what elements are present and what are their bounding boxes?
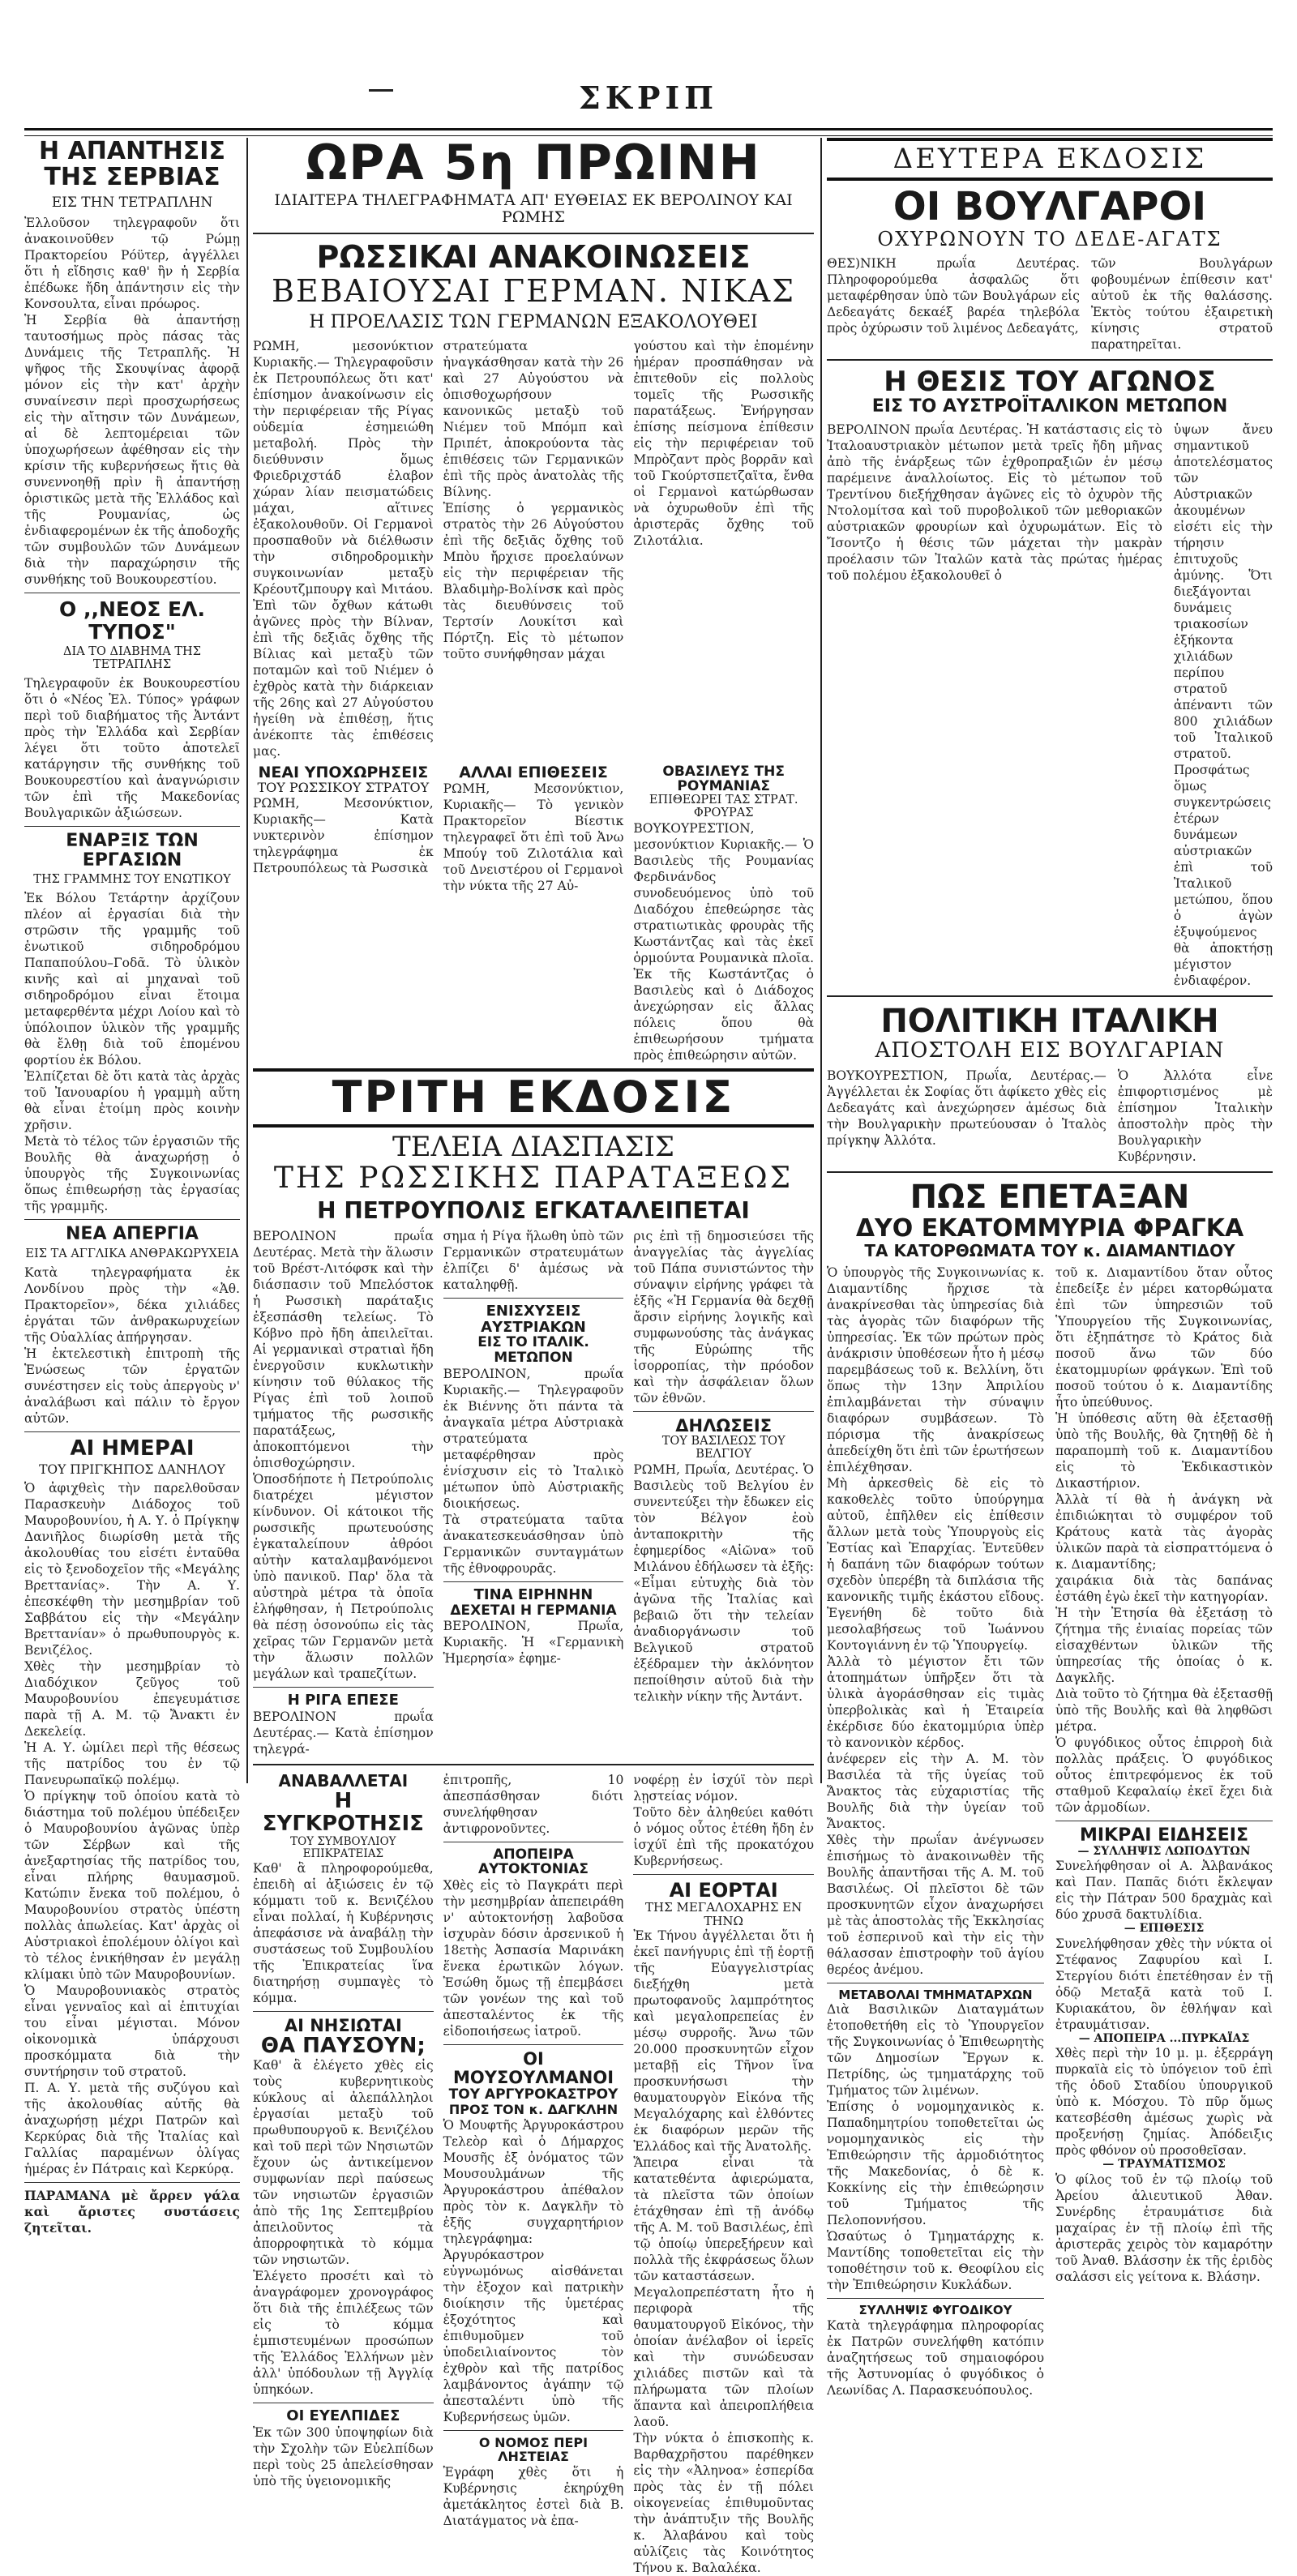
paragraph: Καθ' ἃ πληροφορούμεθα, ἐπειδὴ αἱ ἀξιώσεις ἐν τῷ κόμματι τοῦ κ. Βενιζέλου εἶναι πολλαί, ἡ Κυβέρνησις ἀπεφάσισε νὰ ἀναβάλῃ τὴν συστάσεως τοῦ Συμβουλίου τῆς Ἐπικρατείας ἵνα διατηρήσῃ συμπαγὲς τὸ κόμμα. (253, 1860, 434, 2005)
paragraph: τοῦ κ. Διαμαντίδου ὅταν οὗτος ἐπεδείξε ἐν μέρει κατορθώματα ἐπὶ τῶν ὑπηρεσιῶν τοῦ Ὑπουργείου τῆς Συγκοινωνίας, ὅτι ἐξηπάτησε τὸ Κράτος διὰ ποσοῦ ἄνω τῶν δύο ἑκατομμυρίων φράγκων. Ἐπὶ τοῦ ποσοῦ τούτου ὁ κ. Διαμαντίδης ἦτο ὑπεύθυνος. (1055, 1264, 1273, 1410)
column-center (253, 138, 814, 2576)
headline: ΤΗΣ ΣΕΡΒΙΑΣ (44, 163, 220, 191)
paragraph: Ἡ Σερβία θὰ ἀπαντήσῃ ταυτοσήμως πρὸς πάσας τὰς Δυνάμεις τῆς Τετραπλῆς. Ἡ ψῆφος τῆς Σκουψίνας ἀφορᾷ μόνον εἰς τὴν κατ' ἀρχὴν συναίνεσιν περὶ προσχωρήσεως εἰς τὴν αἴτησιν τῶν Δυνάμεων, αἱ δὲ λεπτομέρειαι τῶν ὑποχωρήσεων ἀφέθησαν εἰς τὴν κρίσιν τῆς κυβερνήσεως ἥτις θὰ συνεννοηθῇ πρὶν ἢ ἀπαντήσῃ ὁριστικῶς μετὰ τῆς Ἑλλάδος καὶ τῆς Ρουμανίας, ὡς ἐνδιαφερομένων ἐκ τῆς ἀποδοχῆς τῶν συμβουλῶν τῶν Δυνάμεων διὰ τὴν παραχώρησιν τῆς συνθήκης τοῦ Βουκουρεστίου. (24, 313, 240, 588)
paragraph: Ἐκ Τήνου ἀγγέλλεται ὅτι ἡ ἐκεῖ πανήγυρις ἐπὶ τῇ ἑορτῇ τῆς Εὐαγγελιστρίας διεξήχθη μετὰ πρωτοφανοῦς λαμπρότητος καὶ μεγαλοπρεπείας ἐν μέσῳ συρροῆς. Ἄνω τῶν 20.000 προσκυνητῶν εἶχον μεταβῇ εἰς Τῆνον ἵνα προσκυνήσωσι τὴν θαυματουργὸν Εἰκόνα τῆς Μεγαλόχαρης καὶ ἐλθόντες ἐκ διαφόρων μερῶν τῆς Ἑλλάδος καὶ τῆς Ἀνατολῆς. (633, 1928, 814, 2155)
headline: ΟΙ ΕΥΕΛΠΙΔΕΣ (286, 2407, 400, 2424)
paragraph: Τοῦτο δὲν ἀληθεύει καθότι ὁ νόμος οὗτος ἐτέθη ἤδη ἐν ἰσχύϊ ἐπὶ τῆς προκατόχου Κυβερνήσεως. (633, 1804, 814, 1868)
paragraph: Ὁ Ἀλλότα εἶνε ἐπιφορτισμένος μὲ ἐπίσημον Ἰταλικὴν ἀποστολὴν πρὸς τὴν Βουλγαρικὴν Κυβέρνησιν. (1117, 1068, 1273, 1164)
subheadline: ΤΟΥ ΡΩΣΣΙΚΟΥ ΣΤΡΑΤΟΥ (257, 780, 430, 796)
paragraph: Ἀργυρόκαστρον εὐγνωμόνως αἰσθάνεται τὴν ἐξοχον καὶ πατρικὴν διοίκησιν τῆς ὑμετέρας ἐξοχότητος καὶ ἐπιθυμοῦμεν τοῦ ὑποδειλιαίνοντος τὸν ἐχθρὸν καὶ τῆς πατρίδος λαμβάνοντος ἀγάπην τῷ ἀπεσταλέντι ὑπὸ τῆς Κυβερνήσεως ὑμῶν. (443, 2247, 624, 2424)
headline: ΤΙΝΑ ΕΙΡΗΝΗΝ (473, 1585, 593, 1603)
classified-ad: ΠΑΡΑΜΑΝΑ μὲ ἄρρεν γάλα καὶ ἄριστες συστάσεις ζητεῖται. (24, 2188, 240, 2236)
paragraph: Ἀλλὰ τί θὰ ἡ ἀνάγκη νὰ ἐπιδιώκηται τὸ συμφέρον τοῦ Κράτους κατὰ τὰς ἀγορὰς ὑλικῶν παρὰ τὰ εἰσπραττόμενα ὁ κ. Διαμαντίδης; (1055, 1491, 1273, 1572)
paragraph: Ὁ Μουφτῆς Ἀργυροκάστρου Τελεὸρ καὶ ὁ Δήμαρχος Μουσῆς ἐξ ὀνόματος τῶν Μουσουλμάνων τῆς Ἀργυροκάστρου ἀπέθαλον πρὸς τὸν κ. Δαγκλῆν τὸ ἑξῆς συγχαρητήριον τηλεγράφημα: (443, 2117, 624, 2246)
headline: ΔΥΟ ΕΚΑΤΟΜΜΥΡΙΑ ΦΡΑΓΚΑ (855, 1213, 1244, 1243)
subheadline: — ΤΡΑΥΜΑΤΙΣΜΟΣ (1102, 2158, 1226, 2172)
paragraph: Ἀλλὰ τὸ μέγιστον ἔτι τῶν ἀτοπημάτων ὑπῆρξεν ὅτι τὰ ὑλικὰ ἀγοράσθησαν εἰς τιμὰς ὑπερβολικὰς καὶ ἡ Ἑταιρεία ἐκέρδισε δύο ἑκατομμύρια ὑπὲρ τὸ κανονικὸν κέρδος. (827, 1654, 1044, 1750)
paragraph: Ὁ ἀφιχθεὶς τὴν παρελθοῦσαν Παρασκευὴν Διάδοχος τοῦ Μαυροβουνίου, ἡ Α. Υ. ὁ Πρίγκηψ Δανιῆλος διωρίσθη μετὰ τῆς ἀκολουθίας του εἰσέτι ἐνταῦθα εἰς τὸ ξενοδοχεῖον τῆς «Μεγάλης Βρεττανίας». Τὴν Α. Υ. ἐπεσκέφθη τὴν μεσημβρίαν τοῦ Σαββάτου εἰς τὴν «Μεγάλην Βρεττανίαν» ὁ πρωθυπουργὸς κ. Βενιζέλος. (24, 1481, 240, 1658)
paragraph: Τὴν νύκτα ὁ ἐπισκοπὴς κ. Βαρθαχρῆστου παρέθηκεν εἰς τὴν «Ἀληνοα» ἑσπερίδα πρὸς τὰς ἐν τῇ πόλει οἰκογενείας ἐπιθυμοῦντας τὴν ἀνάπτυξιν τῆς Βουλῆς κ. Ἀλαβάνου καὶ τοὺς αὐλίζεις τὰς Κοινότητος Τήνου κ. Βαλαλέκα. (633, 2431, 814, 2576)
column-right (827, 138, 1273, 2398)
paragraph: Χθὲς εἰς τὸ Παγκράτι περὶ τὴν μεσημβρίαν ἀπεπειράθη ν' αὐτοκτονήσῃ λαβοῦσα ἰσχυρὰν δόσιν ἀρσενικοῦ ἡ 18ετὴς Ἀσπασία Μαρινάκη ἕνεκα ἐρωτικῶν λόγων. Ἐσώθη ὅμως τῇ ἐπεμβάσει τῶν γονέων της καὶ τοῦ ἀπεσταλέντος ἐκ τῆς εἰδοποιήσεως ἰατροῦ. (443, 1878, 624, 2039)
article-prince-danilo (24, 1437, 240, 2237)
paragraph: στρατεύματα ἠναγκάσθησαν κατὰ τὴν 26 καὶ 27 Αὐγούστου νὰ ὀπισθοχωρήσουν κανονικῶς μεταξὺ τοῦ Νιέμεν τοῦ Μπόμπ καὶ Πριπέτ, ἀποκρούοντα τὰς ἐπιθέσεις τῶν Γερμανικῶν ἐπὶ τῆς πρὸς ἀνατολὰς τῆς Βίλνης. (443, 338, 624, 499)
paragraph: Ἐγράφη χθὲς ὅτι ἡ Κυβέρνησις ἐκηρύχθη ἀμετάκλητος ἐστεὶ διὰ Β. Διατάγματος νὰ ἐπα- (443, 2464, 624, 2528)
subheadline: — ΣΥΛΛΗΨΙΣ ΛΩΠΟΔΥΤΩΝ (1077, 1844, 1251, 1858)
banner-subtitle: ΙΔΙΑΙΤΕΡΑ ΤΗΛΕΓΡΑΦΗΜΑΤΑ ΑΠ' ΕΥΘΕΙΑΣ ΕΚ ΒΕΡΟΛΙΝΟΥ ΚΑΙ ΡΩΜΗΣ (274, 191, 793, 226)
edition-banner: ΔΕΥΤΕΡΑ ΕΚΔΟΣΙΣ (892, 143, 1207, 175)
paragraph: νοφέρῃ ἐν ἰσχύϊ τὸν περὶ λῃστείας νόμον. (633, 1772, 814, 1804)
subheadline: — ΕΠΙΘΕΣΙΣ (1124, 1922, 1205, 1936)
paragraph: Κατὰ τηλεγράφημα πληροφορίας ἐκ Πατρῶν συνελήφθη κατόπιν ἀναζητήσεως τοῦ σημαιοφόρου τῆς Ἀστυνομίας ὁ φυγόδικος ὁ Λεωνίδας Λ. Παρασκευόπουλος. (827, 2317, 1044, 2398)
paragraph: Ὁ ὑπουργὸς τῆς Συγκοινωνίας κ. Διαμαντίδης ἤρχισε τὰ ἀνακρίνεσθαι τὰς ὑπηρεσίας διὰ τὰς ἀγορὰς τῶν διαφόρων τῆς ὑπηρεσίας. Ἐκ τῶν πρώτων πρὸς ἀνάκρισιν ὑποθέσεων ἦτο ἡ μέσῳ παρεμβάσεως τοῦ κ. Βελλίνη, ὅτι ὅπως τὴν 13ην Ἀπριλίου ἐπιλαμβάνεται τὴν σύναψιν διαφόρων συμβάσεων. Τὸ πόρισμα τῆς ἀνακρίσεως ἀπεδείχθη ὅτι ἐπὶ τῶν ἐρωτήσεων ἐπιλέχθησαν. (827, 1264, 1044, 1474)
headline: Η ΘΕΣΙΣ ΤΟΥ ΑΓΩΝΟΣ (884, 365, 1216, 398)
headline: ΑΛΛΑΙ ΕΠΙΘΕΣΕΙΣ (459, 763, 608, 781)
article-russian-front-breach (253, 1132, 814, 1757)
paragraph: Ἐπίσης ὁ νομομηχανικὸς κ. Παπαδημητρίου τοποθετεῖται ὡς νομομηχανικὸς εἰς τὴν Ἐπιθεώρησιν τῆς ἀρμοδιότητος τῆς Μακεδονίας, ὁ δὲ κ. Κοκκίνης εἰς τὴν ἐπιθεώρησιν τοῦ Τμήματος τῆς Πελοποννήσου. (827, 2099, 1044, 2228)
article-russian-announcements (253, 238, 814, 1063)
paragraph: Ὁ πρίγκηψ τοῦ ὁποίου κατὰ τὸ διάστημα τοῦ πολέμου ὑπέδειξεν ὁ Μαυροβουνίου ἀγῶνας ὑπὲρ τῶν Σέρβων καὶ τῆς ἀνεξαρτησίας τῆς πατρίδος του, εἶναι πλήρης θαυμασμοῦ. Κατώπιν ἔνεκα τοῦ πολέμου, ὁ Μαυροβουνίου στρατὸς ὑπέστη πολλὰς ἀπωλείας. Κατ' ἀρχὰς οἱ Αὐστριακοὶ ἐπολέμουν ὀλίγοι καὶ τὸ τέλος ἐνικήθησαν ἐν μεγάλῃ κλίμακι ὑπὸ τῶν Μαυροβουνίων. (24, 1789, 240, 1983)
paragraph: ἀνέφερεν εἰς τὴν Α. Μ. τὸν Βασιλέα τὰ τῆς ὑγείας τοῦ Ἄνακτος τὰς εὐχαριστίας τῆς Βουλῆς διὰ τὴν ὑγείαν τοῦ Ἄνακτος. (827, 1751, 1044, 1831)
paragraph: ἐπιτροπῆς, 10 ἀπεσπάσθησαν διότι συνελήφθησαν ἀντιφρονοῦντες. (443, 1772, 624, 1836)
headline: ΑΝΑΒΑΛΛΕΤΑΙ (278, 1770, 409, 1791)
subheadline: — ΑΠΟΠΕΙΡΑ ...ΠΥΡΚΑΪΑΣ (1078, 2031, 1250, 2045)
paragraph: Ἐκ τῶν 300 ὑποψηφίων διὰ τὴν Σχολὴν τῶν Εὐελπίδων περὶ τοὺς 25 ἀπελείσθησαν ὑπὸ τῆς ὑγειονομικῆς (253, 2424, 434, 2488)
paragraph: τῶν Βουλγάρων φοβουμένων ἐπίθεσιν κατ' αὐτοῦ ἐκ τῆς θαλάσσης. Ἐκτὸς τούτου ἐξαιρετικὴ κίνησις στρατοῦ παρατηρεῖται. (1090, 255, 1273, 352)
subheadline: ΤΗΣ ΜΕΓΑΛΟΧΑΡΗΣ ΕΝ ΤΗΝΩ (645, 1900, 803, 1928)
paragraph: χαιράκια διὰ τὰς δαπάνας ἐστάθη ἐγὼ ἐκεῖ τὴν κατηγορίαν. (1055, 1573, 1273, 1604)
paragraph: ΡΩΜΗ, Μεσονύκτιον, Κυριακῆς— Τὸ γενικὸν Πρακτορεῖον Βίεστικ τηλεγραφεῖ ὅτι ἐπὶ τοῦ Ἀνω Μπούγ τοῦ Ζιλοτάλια καὶ τοῦ Δνειστέρου οἱ Γερμανοὶ τὴν νύκτα τῆς 27 Αὐ- (443, 781, 624, 894)
paragraph: Ὁ φυγόδικος οὗτος ἐπιρροὴ διὰ πολλὰς πράξεις. Ὁ φυγόδικος οὗτος ἐπιτρεφόμενος ἐκ τοῦ σταθμοῦ Κεφαλαίῳ ἐκεῖ ἔχει διὰ τῶν ἀρμοδίων. (1055, 1735, 1273, 1815)
headline: ΔΗΛΩΣΕΙΣ (675, 1415, 773, 1436)
paragraph: Ἡ τὴν Ἐτησία θὰ ἐξετάσῃ τὸ ζήτημα τῆς ἐνιαίας πορείας τῶν εἰσαχθέντων ὑλικῶν τῆς ὑπηρεσίας τῆς ὁποίας ὁ κ. Δαγκλῆς. (1055, 1605, 1273, 1685)
article-bulgarians-fortify (827, 186, 1273, 352)
paragraph: Διὰ τοῦτο τὸ ζήτημα θὰ ἐξετασθῇ ὑπὸ τῆς Βουλῆς καὶ θὰ ληφθῶσι μέτρα. (1055, 1686, 1273, 1734)
paragraph: Συνελήφθησαν οἱ Α. Ἀλβανάκος καὶ Παν. Παπᾶς διότι ἔκλεψαν εἰς τὴν Πάτραν 500 δραχμὰς καὶ δύο χρυσᾶ δακτυλίδια. (1055, 1859, 1273, 1923)
headline: ΜΕΤΑΒΟΛΑΙ ΤΜΗΜΑΤΑΡΧΩΝ (838, 1987, 1033, 2002)
headline: Ο ΝΟΜΟΣ ΠΕΡΙ ΛΗΣΤΕΙΑΣ (478, 2434, 589, 2465)
column-rule-2 (820, 138, 822, 1783)
banner-headline: ΩΡΑ 5η ΠΡΩΙΝΗ (306, 138, 761, 191)
newspaper-page (24, 32, 1273, 2576)
paragraph: ΒΕΡΟΛΙΝΟΝ πρωΐα Δευτέρας. Ἡ κατάστασις εἰς τὸ Ἰταλοαυστριακὸν μέτωπον μετὰ τρεῖς ἤδη μῆνας ἀπὸ τῆς ἐνάρξεως τῶν ἐχθροπραξιῶν ἐν μέσῳ παρέμεινε ἀναλλοίωτος. Εἰς τὸ μέτωπον τοῦ Τρεντίνου διεξήχθησαν ἀγῶνες εἰς τὸ ὀχυρὸν τῆς Ντολομίτσα καὶ τοῦ πυροβολικοῦ τῶν μεθοριακῶν αὐστριακῶν φρουρίων καὶ ὀχυρωμάτων. Εἰς τὸ Ἴσοντζο ἡ θέσις τῶν μάχεται τὴν μακρὰν προέλασιν τῶν Ἰταλῶν κατὰ τὰς πρώτας ἡμέρας τοῦ πολέμου ἐξακολουθεῖ ὁ (827, 422, 1162, 584)
headline: ΑΠΟΠΕΙΡΑ ΑΥΤΟΚΤΟΝΙΑΣ (477, 1846, 589, 1878)
paragraph: Διὰ Βασιλικῶν Διαταγμάτων ἐτοποθετήθη εἰς τὸ Ὑπουργεῖον τῆς Συγκοινωνίας ὁ Ἐπιθεωρητὴς τῶν Δημοσίων Ἔργων κ. Πετρίδης, ὡς τμηματάρχης τοῦ Τμήματος τῶν λιμένων. (827, 2002, 1044, 2099)
headline: ΟΙ ΒΟΥΛΓΑΡΟΙ (892, 184, 1207, 230)
subheadline: ΠΡΟΣ ΤΟΝ κ. ΔΑΓΚΛΗΝ (448, 2101, 619, 2117)
article-two-millions (827, 1179, 1273, 2398)
headline: Η ΣΥΓΚΡΟΤΗΣΙΣ (262, 1788, 424, 1837)
article-italian-mission (827, 1003, 1273, 1165)
subheadline: ΔΙΑ ΤΟ ΔΙΑΒΗΜΑ ΤΗΣ ΤΕΤΡΑΠΛΗΣ (63, 645, 201, 672)
paragraph: Προσφάτως ὅμως συγκεντρώσεις ἐτέρων δυνάμεων αὐστριακῶν ἐπὶ τοῦ Ἰταλικοῦ μετώπου, ὅπου ὁ ἀγὼν ἐξυψούμενος θὰ ἀποκτήσῃ μέγιστον ἐνδιαφέρον. (1173, 763, 1273, 989)
headline: ΤΗΣ ΡΩΣΣΙΚΗΣ ΠΑΡΑΤΑΞΕΩΣ (273, 1161, 794, 1195)
subheadline: ΕΙΣ ΤΑ ΑΓΓΛΙΚΑ ΑΝΘΡΑΚΩΡΥΧΕΙΑ (25, 1247, 239, 1260)
edition-banner: ΤΡΙΤΗ ΕΚΔΟΣΙΣ (332, 1071, 735, 1123)
headline: ΡΩΣΣΙΚΑΙ ΑΝΑΚΟΙΝΩΣΕΙΣ (316, 238, 751, 275)
paragraph: ΒΟΥΚΟΥΡΕΣΤΙΟΝ, Πρωΐα, Δευτέρας.— Ἀγγέλλεται ἐκ Σοφίας ὅτι ἀφίκετο χθὲς εἰς Δεδεαγάτς καὶ ἀνεχώρησεν ἀμέσως διὰ τὴν Βουλγαρικὴν πρωτεύουσαν ὁ Ἰταλὸς πρίγκηψ Ἀλλότα. (827, 1068, 1107, 1148)
headline: ΒΕΒΑΙΟΥΣΑΙ ΓΕΡΜΑΝ. ΝΙΚΑΣ (271, 272, 796, 309)
paragraph: Ἅπειρα εἶναι τὰ κατατεθέντα ἀφιερώματα, τὰ πλεῖστα τῶν ὁποίων ἐτάχθησαν ἐπὶ τῇ ἀνόδῳ τῆς Α. Μ. τοῦ Βασιλέως, ἐπὶ τῷ ὁποίῳ ὑπερεξήρευν καὶ πολλὰ τῆς ἐκφράσεως ὅλων τῶν καταστάσεων. (633, 2155, 814, 2284)
paragraph: Ὡσαύτως ὁ Τμηματάρχης κ. Μαντίδης τοποθετεῖται εἰς τὴν τοποθέτησιν τοῦ κ. Θεοφίλου εἰς τὴν Ἐπιθεώρησιν Κυκλάδων. (827, 2229, 1044, 2293)
paragraph: Π. Α. Υ. μετὰ τῆς συζύγου καὶ τῆς ἀκολουθίας αὐτῆς θὰ ἀναχωρήσῃ μέχρι Πατρῶν καὶ Κερκύρας διὰ τῆς Ἰταλίας καὶ Γαλλίας παραμένων ὀλίγας ἡμέρας ἐν Πάτραις καὶ Κερκύρᾳ. (24, 2081, 240, 2177)
paragraph: γούστου καὶ τὴν ἑπομένην ἡμέραν προσπάθησαν νὰ ἐπιτεθοῦν εἰς πολλοὺς τομεῖς τῆς Ρωσσικῆς παρατάξεως. Ἐνήργησαν ἐπίσης πείσμονα ἐπίθεσιν εἰς τὴν περιφέρειαν τοῦ Μπρὸζαντ πρὸς βορρᾶν καὶ τοῦ Γκούρτσπετζαϊτα, ἔνθα οἱ Γερμανοὶ κατώρθωσαν νὰ ὀχυρωθοῦν ἐπὶ τῆς ἀριστερᾶς ὄχθης τοῦ Ζιλοτάλια. (633, 338, 814, 548)
paragraph: Χθὲς τὴν πρωΐαν ἀνέγνωσεν ἐπισήμως τὸ ἀνακοινωθὲν τῆς Βουλῆς ἀπαντῆσαι τῆς Α. Μ. τοῦ Βασιλέως. Οἱ πλεῖστοι δὲ τῶν προσκυνητῶν εἶχον ἀναχωρήσει μὲ τὰς ἀποστολὰς τῆς Ἐκκλησίας τοῦ ἑσπερινοῦ καὶ τὴν εἰς τὴν θάλασσαν ἐπιστροφὴν τοῦ ἁγίου θερέος ἀνέμου. (827, 1832, 1044, 1977)
paragraph: Ὁ φίλος τοῦ ἐν τῷ πλοίῳ τοῦ Ἀρείου ἁλιευτικοῦ Ἀθαν. Συνέρδης ἐτραυμάτισε διὰ μαχαίρας ἐν τῇ πλοίῳ ἐπὶ τῆς ἀριστερᾶς χειρὸς τὸν καμαρότην τοῦ Ἀναθ. Βλάσσην ἐκ τῆς ἐριδὸς σαλάσσι εἰς γείτονα κ. Βλάσην. (1055, 2172, 1273, 2284)
headline: ΤΕΛΕΙΑ ΔΙΑΣΠΑΣΙΣ (392, 1130, 674, 1163)
paragraph: ΒΕΡΟΛΙΝΟΝ πρωΐα Δευτέρας. Μετὰ τὴν ἅλωσιν τοῦ Βρέστ-Λιτόφσκ καὶ τὴν διάσπασιν τοῦ Μπελόστοκ ἡ Ρωσσικὴ παράταξις ἐξεσπάσθη τελείως. Τὸ Κόβνο πρὸ ἤδη ἀπειλεῖται. Αἱ γερμανικαὶ στρατιαὶ ἤδη ἐνεργοῦσιν κυκλωτικὴν κίνησιν τοῦ θύλακος τῆς Ρίγας ἐπὶ τοῦ λοιποῦ τμήματος τῆς ρωσσικῆς παρατάξεως, ἀποκοπτόμενοι τὴν ὀπισθοχώρησιν. Ὁποσδήποτε ἡ Πετρούπολις διατρέχει μέγιστον κίνδυνον. Οἱ κάτοικοι τῆς ρωσσικῆς πρωτευούσης ἐγκαταλείπουν ἀθρόοι αὐτὴν καταλαμβανόμενοι ὑπὸ πανικοῦ. Παρ' ὅλα τὰ αὐστηρὰ μέτρα τὰ ὁποῖα ἐλήφθησαν, ἡ Πετρούπολις θὰ πέσῃ ὁσονούπω εἰς τὰς χεῖρας τῶν Γερμανῶν μετὰ τὴν ἅλωσιν πολλῶν μεγάλων καὶ τραπεζίτων. (253, 1228, 434, 1681)
top-rule (24, 128, 1273, 136)
subheadline: ΤΟΥ ΣΥΜΒΟΥΛΙΟΥ ΕΠΙΚΡΑΤΕΙΑΣ (290, 1834, 396, 1860)
headline: ΑΙ ΕΟΡΤΑΙ (669, 1878, 778, 1902)
headline: ΝΕΑΙ ΥΠΟΧΩΡΗΣΕΙΣ (258, 763, 429, 781)
masthead-title: ΣΚΡΙΠ (578, 79, 719, 116)
paragraph: ΒΟΥΚΟΥΡΕΣΤΙΟΝ, μεσονύκτιον Κυριακῆς.— Ὁ Βασιλεὺς τῆς Ρουμανίας Φερδινάνδος συνοδευόμενος ὑπὸ τοῦ Διαδόχου ἐπεθεώρησε τὰς στρατιωτικὰς φρουρὰς τῆς Κωστάντζας καὶ τὰς ἐκεῖ ὁρμούντα Ρουμανικὰ πλοῖα. Ἐκ τῆς Κωστάντζας ὁ Βασιλεὺς καὶ ὁ Διάδοχος ἀνεχώρησαν εἰς ἄλλας πόλεις ὅπου θὰ ἐπιθεωρήσουν τμήματα πρὸς ἐπιθεώρησιν αὐτῶν. (633, 820, 814, 1063)
subheadline: ΟΧΥΡΩΝΟΥΝ ΤΟ ΔΕΔΕ-ΑΓΑΤΣ (877, 228, 1222, 251)
paragraph: Ἡ ἐκτελεστικὴ ἐπιτροπὴ τῆς Ἑνώσεως τῶν ἐργατῶν συνέστησεν εἰς τοὺς ἀπεργοὺς ν' ἀναλάβωσι καὶ πάλιν τὸ ἔργον αὐτῶν. (24, 1346, 240, 1426)
headline: ΠΟΛΙΤΙΚΗ ΙΤΑΛΙΚΗ (880, 1003, 1219, 1041)
headline: Η ΡΙΓΑ ΕΠΕΣΕ (287, 1691, 399, 1709)
paragraph: ρις ἐπὶ τῇ δημοσιεύσει τῆς ἀναγγελίας τὰς ἀγγελίας τοῦ Πάπα συνιστώντος τὴν σύναψιν εἰρήνης γράφει τὰ ἑξῆς «Ἡ Γερμανία θὰ δεχθῇ ἄρσιν εἰρήνης λογικῆς καὶ συμφωνούσης τὰς ἀνάγκας τῆς Εὐρώπης τῆς ἰσορροπίας, τὴν πρόοδον καὶ τὴν ἀσφάλειαν ὅλων τῶν ἐθνῶν. (633, 1228, 814, 1406)
headline: ΕΝΙΣΧΥΣΕΙΣ ΑΥΣΤΡΙΑΚΩΝ (481, 1302, 586, 1336)
paragraph: ΒΕΡΟΛΙΝΟΝ, Πρωΐα, Κυριακῆς. Ἡ «Γερμανικὴ Ἡμερησία» ἐφημε- (443, 1619, 624, 1667)
paragraph: Ἡ ὑπόθεσις αὕτη θὰ ἐξετασθῇ ὑπὸ τῆς Βουλῆς, θὰ ζητηθῇ δὲ ἡ παραπομπὴ τοῦ κ. Διαμαντίδου εἰς τὸ Ἐκδικαστικὸν Δικαστήριον. (1055, 1410, 1273, 1491)
subheadline: ΤΑ ΚΑΤΟΡΘΩΜΑΤΑ ΤΟΥ κ. ΔΙΑΜΑΝΤΙΔΟΥ (864, 1240, 1235, 1260)
paragraph: Ἐπὶ τῶν ὄχθων κάτωθι ἀγῶνες πρὸς τὴν Βίλναν, ἐπὶ τῆς δεξιᾶς ὄχθης τῆς Βίλιας καὶ μεταξὺ τῶν ποταμῶν καὶ τοῦ Νιέμεν ὁ ἐχθρὸς κατὰ τὴν διάρκειαν τῆς 26ης καὶ 27 Αὐγούστου ἠγείθη νὰ ἐπιθέσῃ, ἥτις ἀνέκοπτε τὰς ἐπιθέσεις μας. (253, 597, 434, 759)
article-neos-typos (24, 598, 240, 821)
paragraph: ΒΕΡΟΛΙΝΟΝ πρωΐα Δευτέρας.— Κατὰ ἐπίσημον τηλεγρά- (253, 1709, 434, 1757)
headline: ΝΕΑ ΑΠΕΡΓΙΑ (66, 1224, 199, 1245)
paragraph: Μετὰ τὸ τέλος τῶν ἐργασιῶν τῆς Βουλῆς θὰ ἀναχωρήσῃ ὁ ὑπουργὸς τῆς Συγκοινωνίας ὅπως ἐπιθεωρήσῃ τὰς ἐργασίας τῆς γραμμῆς. (24, 1134, 240, 1214)
subheadline: ΤΟΥ ΑΡΓΥΡΟΚΑΣΤΡΟΥ (448, 2086, 619, 2103)
paragraph: Καθ' ἃ ἐλέγετο χθὲς εἰς τοὺς κυβερνητικοὺς κύκλους αἱ ἀλεπάλληλοι ἐργασίαι μεταξὺ τοῦ πρωθυπουργοῦ κ. Βενιζέλου καὶ τοῦ περὶ τῶν Νησιωτῶν ἔχουν ὡς ἀντικείμενον συμφωνίαν περὶ παύσεως τῶν νησιωτῶν ἐργασιῶν ἀπὸ τῆς 1ης Σεπτεμβρίου ἀπειλοῦντος τὰ ἀπορροφητικὰ τὸ κόμμα τῶν νησιωτῶν. (253, 2057, 434, 2267)
paragraph: ὑψων ἄνευ σημαντικοῦ ἀποτελέσματος τῶν Αὐστριακῶν ἀκουμένων εἰσέτι εἰς τὴν τήρησιν ἐπιτυχοῦς ἀμύνης. Ὅτι διεξάγονται δυνάμεις τριακοσίων ἑξήκοντα χιλιάδων περίπου στρατοῦ ἀπέναντι τῶν 800 χιλιάδων τοῦ Ἰταλικοῦ στρατοῦ. (1173, 422, 1273, 762)
headline: Η ΑΠΑΝΤΗΣΙΣ (39, 138, 225, 165)
paragraph: Μὴ ἀρκεσθεὶς δὲ εἰς τὸ κακοθελὲς τοῦτο ὑπούργημα αὐτοῦ, ἐπῆλθεν εἰς ἐπίθεσιν ἄλλων μετὰ τοὺς Ὑπουργοὺς εἰς Ἐστίας καὶ Ἐπαρχίας. Ἐντεῦθεν ἡ δαπάνη τῶν διαφόρων τούτων σχεδὸν ὑπερέβη τὰ διπλάσια τῆς κανονικῆς τιμῆς ἑκάστου εἴδους. Ἐγενήθη δὲ τοῦτο διὰ μεσολαβήσεως τοῦ Ἰωάννου Κοντογιάννη ἐν τῷ Ὑπουργείῳ. (827, 1475, 1044, 1653)
paragraph: Χθὲς περὶ τὴν 10 μ. μ. ἐξερράγη πυρκαϊὰ εἰς τὸ ὑπόγειον τοῦ ἐπὶ τῆς ὁδοῦ Σταδίου ὑπουργικοῦ ὑπὸ κ. Μόσχου. Τὸ πῦρ ὅμως κατεσβέσθη ἀμέσως χωρὶς νὰ προξενήσῃ ζημίας. Ἀπόδειξις πρὸς φθόνον οὐ προσοθεῖσαν. (1055, 2046, 1273, 2159)
headline: ΠΩΣ ΕΠΕΤΑΞΑΝ (910, 1178, 1190, 1216)
subheadline: Η ΠΕΤΡΟΥΠΟΛΙΣ ΕΓΚΑΤΑΛΕΙΠΕΤΑΙ (317, 1197, 750, 1225)
subheadline: ΤΟΥ ΒΑΣΙΛΕΩΣ ΤΟΥ ΒΕΛΓΙΟΥ (661, 1434, 785, 1461)
paragraph: σημα ἡ Ρίγα ἥλωθη ὑπὸ τῶν Γερμανικῶν στρατευμάτων ἐλπίζει δ' ἀμέσως νὰ καταληφθῇ. (443, 1228, 624, 1292)
paragraph: Ἐλπίζεται δὲ ὅτι κατὰ τὰς ἀρχὰς τοῦ Ἰανουαρίου ἡ γραμμὴ αὕτη θὰ εἶναι ἑτοίμη πρὸς κοινὴν χρῆσιν. (24, 1069, 240, 1133)
paragraph: ΘΕΣ)ΝΙΚΗ πρωΐα Δευτέρας. Πληροφορούμεθα ἀσφαλῶς ὅτι μεταφέρθησαν ὑπὸ τῶν Βουλγάρων εἰς Δεδεαγάτς δεκαέξ βαρέα τηλεβόλα πρὸς ὀχύρωσιν τοῦ λιμένος Δεδεαγάτς, (827, 255, 1080, 336)
headline: ΟΒΑΣΙΛΕΥΣ ΤΗΣ ΡΟΥΜΑΝΙΑΣ (662, 763, 785, 795)
headline: ΜΙΚΡΑΙ ΕΙΔΗΣΕΙΣ (1079, 1825, 1249, 1846)
paragraph: Ἐκ Βόλου Τετάρτην ἀρχίζουν πλέον αἱ ἐργασίαι διὰ τὴν στρῶσιν τῆς γραμμῆς τοῦ ἑνωτικοῦ σιδηροδρόμου Παπαπούλου–Γοδᾶ. Τὸ ὑλικὸν κινῆς καὶ αἱ μηχαναὶ τοῦ σιδηροδρόμου εἶναι ἕτοιμα μεταφερθέντα μέχρι Λοίου καὶ τὸ ὑπόλοιπον ὑλικὸν τῆς γραμμῆς θὰ ἔλθῃ διὰ τοῦ ἑπομένου φορτίου ἐκ Βόλου. (24, 891, 240, 1068)
headline: Ο ,,ΝΕΟΣ ΕΛ. ΤΥΠΟΣ" (59, 597, 205, 644)
article-serbia-reply (24, 138, 240, 588)
paragraph: Τηλεγραφοῦν ἐκ Βουκουρεστίου ὅτι ὁ «Νέος Ἑλ. Τύπος» γράφων περὶ τοῦ διαβήματος τῆς Ἀντάντ πρὸς τὴν Ἑλλάδα καὶ Σερβίαν λέγει ὅτι τοῦτο ἀποτελεῖ κατάργησιν τῆς συνθήκης τοῦ Βουκουρεστίου καὶ ἀναγνώρισιν τῶν ἐπὶ τῆς Μακεδονίας Βουλγαρικῶν ἀξιώσεων. (24, 676, 240, 821)
paragraph: Ἐλλοῦσον τηλεγραφοῦν ὅτι ἀνακοινοῦθεν τῷ Ρώμῃ Πρακτορείου Ρόϋτερ, ἀγγέλλει ὅτι ἡ εἴδησις καθ' ἣν ἡ Σερβία ἐπέδωκε ἤδη ἀπάντησιν εἰς τὴν Κονσουλτα, εἶναι πρόωρος. (24, 216, 240, 312)
headline: ΕΝΑΡΞΙΣ ΤΩΝ ΕΡΓΑΣΙΩΝ (66, 831, 199, 871)
subheadline: ΑΠΟΣΤΟΛΗ ΕΙΣ ΒΟΥΛΓΑΡΙΑΝ (875, 1038, 1225, 1063)
paragraph: Ὁ Μαυροβουνιακὸς στρατὸς εἶναι γενναῖος καὶ αἱ ἐπιτυχίαι του εἶναι μέγισται. Μόνον οἰκονομικὰ ὑπάρχουσι προσκόμματα διὰ τὴν συντήρησιν τοῦ στρατοῦ. (24, 1983, 240, 2080)
paragraph: ΡΩΜΗ, Μεσονύκτιον, Κυριακῆς— Κατὰ νυκτερινὸν ἐπίσημον τηλεγράφημα ἐκ Πετρουπόλεως τὰ Ρωσσικὰ (253, 796, 434, 876)
headline: ΣΥΛΛΗΨΙΣ ΦΥΓΟΔΙΚΟΥ (858, 2303, 1012, 2318)
article-railway-works (24, 832, 240, 1214)
subheadline: ΕΙΣ ΤΟ ΙΤΑΛΙΚ. ΜΕΤΩΠΟΝ (477, 1334, 589, 1367)
paragraph: Ἐπίσης ὁ γερμανικὸς στρατὸς τὴν 26 Αὐγούστου ἐπὶ τῆς δεξιᾶς ὄχθης τοῦ Μπὸυ ἤρχισε προελαύνων εἰς τὴν περιφέρειαν τῆς Βλαδιμὴρ-Βολίνσκ καὶ πρὸς τὰς διευθύνσεις τοῦ Τερτσίν Λουκίτσι καὶ Πόρτζη. Εἰς τὸ μέτωπον τοῦτο συνήφθησαν μάχαι (443, 500, 624, 661)
column-rule-1 (246, 138, 248, 1783)
headline: ΟΙ ΜΟΥΣΟΥΛΜΑΝΟΙ (453, 2049, 614, 2088)
article-austro-italian-front (827, 367, 1273, 990)
article-new-strike (24, 1225, 240, 1426)
paragraph: Τὰ στρατεύματα ταῦτα ἀνακατεσκευάσθησαν ὑπὸ Γερμανικῶν συνταγμάτων τῆς ἐθνοφρουρᾶς. (443, 1512, 624, 1576)
subheadline: ΕΙΣ ΤΗΝ ΤΕΤΡΑΠΛΗΝ (51, 194, 213, 211)
subheadline: ΕΙΣ ΤΟ ΑΥΣΤΡΟΪΤΑΛΙΚΟΝ ΜΕΤΩΠΟΝ (871, 396, 1228, 417)
paragraph: ΒΕΡΟΛΙΝΟΝ, πρωΐα Κυριακῆς.— Τηλεγραφοῦν ἐκ Βιέννης ὅτι πάντα τὰ ἀναγκαῖα μέτρα Αὐστριακὰ στρατεύματα μεταφέρθησαν πρὸς ἐνίσχυσιν εἰς τὸ Ἰταλικὸ μέτωπον ὑπὸ Αὐστριακῆς διοικήσεως. (443, 1366, 624, 1511)
subheadline: ΤΟΥ ΠΡΙΓΚΗΠΟΣ ΔΑΝΗΛΟΥ (39, 1462, 225, 1478)
paragraph: Χθὲς τὴν μεσημβρίαν τὸ Διαδόχικον ζεῦγος τοῦ Μαυροβουνίου ἐπεγευμάτισε παρὰ τῇ Α. Μ. τῷ Ἄνακτι ἐν Δεκελείᾳ. (24, 1659, 240, 1739)
column-left (24, 138, 240, 2236)
subheadline: ΤΗΣ ΓΡΑΜΜΗΣ ΤΟΥ ΕΝΩΤΙΚΟΥ (33, 873, 231, 887)
paragraph: ΡΩΜΗ, Πρωΐα, Δευτέρας. Ὁ Βασιλεὺς τοῦ Βελγίου ἐν συνεντεύξει τὴν ἔδωκεν εἰς τὸν Βέλγον ἑοὺ ἀνταποκριτὴν τῆς ἐφημερίδος «Αἰῶνα» τοῦ Μιλάνου ἐδήλωσεν τὰ ἑξῆς: «Εἶμαι εὐτυχὴς διὰ τὸν ἀγῶνα τῆς Ἰταλίας καὶ βεβαιῶ ὅτι τὴν τελείαν ἀναδιοργάνωσιν τοῦ Βελγικοῦ στρατοῦ ἐξέδραμεν τὴν ἀκλόνητον πεποίθησιν αὐτοῦ διὰ τὴν τελικὴν νίκην τῆς Ἀντάντ. (633, 1461, 814, 1704)
paragraph: Μεγαλοπρεπέστατη ἦτο ἡ περιφορὰ τῆς θαυματουργοῦ Εἰκόνος, τὴν ὁποίαν ἀνέλαβον οἱ ἱερεῖς καὶ τὴν συνώδευσαν χιλιάδες πιστῶν καὶ τὰ πλήρωματα τῶν πλοίων ἅπαντα καὶ ἀπειροπλήθεια λαοῦ. (633, 2285, 814, 2430)
headline: ΑΙ ΗΜΕΡΑΙ (70, 1436, 195, 1461)
paragraph: Ἡ Α. Υ. ὡμίλει περὶ τῆς θέσεως τῆς πατρίδος του ἐν τῷ Πανευρωπαϊκῷ πολέμῳ. (24, 1740, 240, 1788)
paragraph: Κατὰ τηλεγραφήματα ἐκ Λονδίνου πρὸς τὴν «Ἀθ. Πρακτορεῖον», δέκα χιλιάδες ἐργάται τῶν ἀνθρακωρυχείων τῆς Οὐαλλίας ἀπήργησαν. (24, 1264, 240, 1345)
subheadline: ΕΠΙΘΕΩΡΕΙ ΤΑΣ ΣΤΡΑΤ. ΦΡΟΥΡΑΣ (648, 793, 798, 819)
subheadline: ΔΕΧΕΤΑΙ Η ΓΕΡΜΑΝΙΑ (450, 1602, 617, 1619)
headline: ΑΙ ΝΗΣΙΩΤΑΙ (284, 2015, 402, 2035)
paragraph: ΡΩΜΗ, μεσονύκτιον Κυριακῆς.— Τηλεγραφοῦσιν ἐκ Πετρουπόλεως ὅτι κατ' ἐπίσημον ἀνακοίνωσιν εἰς τὴν περιφέρειαν τῆς Ρίγας οὐδεμία ἐσημειώθη μεταβολή. Πρὸς τὴν διεύθυνσιν ὅμως Φριεδριχστάδ ἐλαβον χώραν λίαν πεισματώδεις μάχαι, αἵτινες ἐξακολουθοῦν. Οἱ Γερμανοὶ προσπαθοῦν νὰ διέλθωσιν τὴν σιδηροδρομικὴν συγκοινωνίαν μεταξὺ Κρέουτζμπουργ καὶ Μιτάου. (253, 338, 434, 597)
paragraph: Ἐλέγετο προσέτι καὶ τὸ ἀναγράφομεν χρονογράφος ὅτι διὰ τῆς ἐπιλέξεως τῶν εἰς τὸ κόμμα ἐμπιστευμένων προσώπων τῆς Ἑλλάδος Ἑλλήνων μὲν ἀλλ' ὑπόδουλων τῇ Ἀγγλίᾳ ὑπηκόων. (253, 2268, 434, 2397)
subheadline: Η ΠΡΟΕΛΑΣΙΣ ΤΩΝ ΓΕΡΜΑΝΩΝ ΕΞΑΚΟΛΟΥΘΕΙ (309, 312, 758, 333)
headline: ΘΑ ΠΑΥΣΟΥΝ; (260, 2033, 426, 2058)
paragraph: Συνελήφθησαν χθὲς τὴν νύκτα οἱ Στέφανος Ζαφυρίου καὶ Ι. Στεργίου διότι ἐπετέθησαν ἐν τῇ ὁδῷ Μεταξᾶ κατὰ τοῦ Ι. Κυριακάτου, ὃν ἐθλήψαν καὶ ἐτραυμάτισαν. (1055, 1936, 1273, 2032)
